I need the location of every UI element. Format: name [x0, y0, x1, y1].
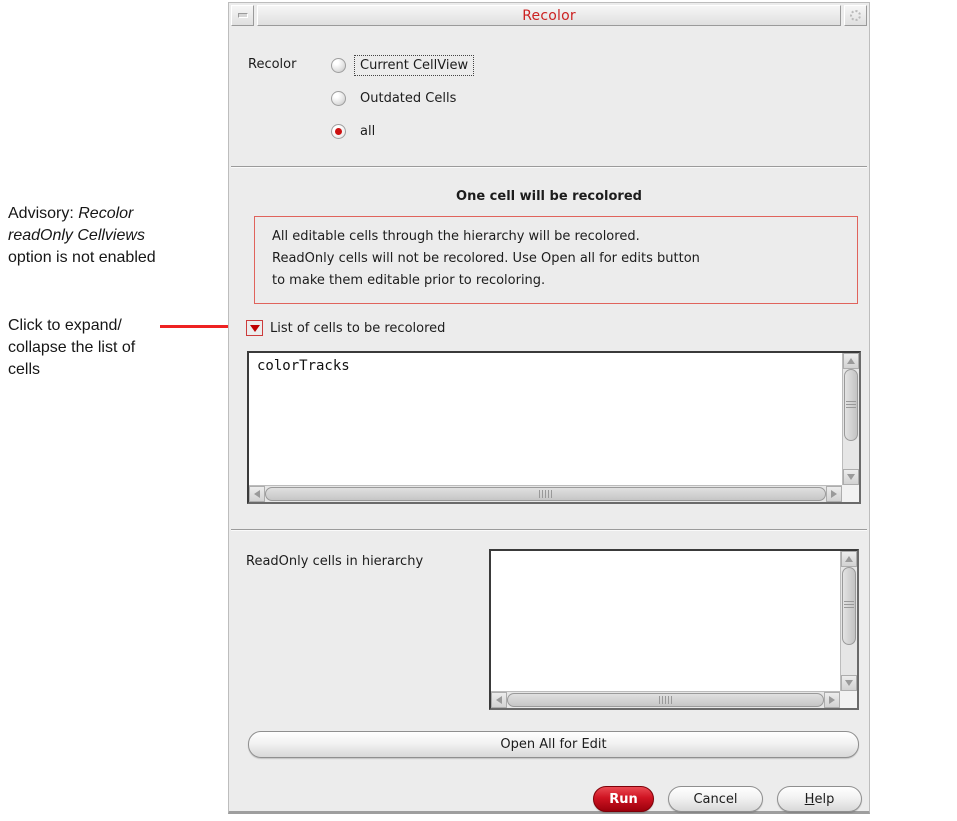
thumb-grip-icon: [846, 401, 856, 410]
radio-row-current-cellview[interactable]: [331, 53, 473, 77]
summary-text: One cell will be recolored: [456, 189, 642, 204]
titlebar[interactable]: [229, 3, 869, 27]
open-all-label: Open All for Edit: [500, 737, 607, 752]
cells-list-content[interactable]: [249, 353, 842, 485]
warning-line: to make them editable prior to recoloring.: [272, 273, 546, 288]
annotation-arrow-line: [160, 325, 236, 328]
recolor-dialog: [228, 2, 870, 814]
recolor-group-label: Recolor: [248, 57, 297, 72]
separator: [231, 529, 867, 531]
scroll-right-button[interactable]: [826, 486, 842, 502]
radio-row-outdated-cells[interactable]: [331, 86, 473, 110]
warning-line: All editable cells through the hierarchy will be recolored.: [272, 229, 640, 244]
red-triangle-down-icon: [250, 325, 260, 332]
horizontal-scroll-track[interactable]: [507, 692, 824, 708]
help-label: elp: [814, 791, 835, 807]
open-all-for-edit-button[interactable]: [248, 731, 859, 758]
arrow-right-icon: [831, 490, 837, 498]
window-corner-button[interactable]: [844, 5, 867, 26]
arrow-left-icon: [254, 490, 260, 498]
advisory-annotation: [8, 203, 198, 269]
expander-note-line: Click to expand/: [8, 317, 122, 334]
window-title: Recolor: [522, 7, 576, 24]
vertical-scroll-track[interactable]: [843, 369, 859, 469]
thumb-grip-icon: [844, 601, 854, 610]
warning-box: [254, 216, 858, 304]
readonly-cells-label: ReadOnly cells in hierarchy: [246, 554, 424, 569]
scroll-up-button[interactable]: [843, 353, 859, 369]
arrow-right-icon: [829, 696, 835, 704]
expand-collapse-button[interactable]: [246, 320, 263, 336]
recolor-option-group: [248, 53, 473, 152]
titlebar-drag-area[interactable]: [257, 5, 841, 26]
radio-outdated-cells[interactable]: [331, 91, 346, 106]
radio-label-outdated-cells[interactable]: Outdated Cells: [360, 90, 457, 106]
scroll-down-button[interactable]: [843, 469, 859, 485]
expander-note-line: cells: [8, 361, 41, 378]
window-menu-dash-icon: [238, 13, 248, 18]
radio-row-all[interactable]: [331, 119, 473, 143]
horizontal-scrollbar[interactable]: [491, 691, 840, 708]
scroll-right-button[interactable]: [824, 692, 840, 708]
arrow-down-icon: [845, 680, 853, 686]
horizontal-scroll-thumb[interactable]: [265, 487, 826, 501]
arrow-down-icon: [847, 474, 855, 480]
dialog-action-row: [593, 786, 862, 812]
arrow-up-icon: [847, 358, 855, 364]
help-button[interactable]: [777, 786, 862, 812]
run-button[interactable]: [593, 786, 654, 812]
horizontal-scroll-track[interactable]: [265, 486, 826, 502]
expander-note-line: collapse the list of: [8, 339, 136, 356]
thumb-grip-icon: [659, 696, 672, 704]
radio-current-cellview[interactable]: [331, 58, 346, 73]
vertical-scroll-track[interactable]: [841, 567, 857, 675]
horizontal-scrollbar[interactable]: [249, 485, 842, 502]
window-menu-button[interactable]: [231, 5, 254, 26]
dotted-circle-icon: [850, 10, 861, 21]
warning-line: ReadOnly cells will not be recolored. Use Open all for edits button: [272, 251, 700, 266]
cells-expander-label: List of cells to be recolored: [270, 320, 446, 336]
radio-label-current-cellview[interactable]: Current CellView: [355, 56, 473, 75]
cancel-button[interactable]: [668, 786, 763, 812]
readonly-list-content[interactable]: [491, 551, 840, 691]
scrollbar-corner: [842, 485, 859, 502]
advisory-text-normal-2: option is not enabled: [8, 249, 156, 266]
scroll-left-button[interactable]: [491, 692, 507, 708]
scrollbar-corner: [840, 691, 857, 708]
readonly-listbox[interactable]: [489, 549, 859, 710]
cells-expander-row: [246, 320, 445, 336]
advisory-text-italic: Recolor: [78, 205, 134, 222]
run-label: Run: [609, 791, 638, 807]
advisory-text-normal: Advisory:: [8, 205, 79, 222]
help-label-accelerator: H: [804, 791, 815, 807]
cancel-label: Cancel: [693, 791, 738, 807]
scroll-left-button[interactable]: [249, 486, 265, 502]
vertical-scroll-thumb[interactable]: [842, 567, 856, 645]
vertical-scrollbar[interactable]: [842, 353, 859, 485]
vertical-scrollbar[interactable]: [840, 551, 857, 691]
arrow-left-icon: [496, 696, 502, 704]
scroll-down-button[interactable]: [841, 675, 857, 691]
cells-listbox[interactable]: [247, 351, 861, 504]
radio-label-all[interactable]: all: [360, 123, 376, 139]
list-item[interactable]: colorTracks: [257, 358, 350, 374]
arrow-up-icon: [845, 556, 853, 562]
advisory-text-italic-2: readOnly Cellviews: [8, 227, 145, 244]
thumb-grip-icon: [539, 490, 552, 498]
vertical-scroll-thumb[interactable]: [844, 369, 858, 441]
recolor-radio-column: [331, 53, 473, 152]
separator: [231, 166, 867, 168]
scroll-up-button[interactable]: [841, 551, 857, 567]
radio-all[interactable]: [331, 124, 346, 139]
horizontal-scroll-thumb[interactable]: [507, 693, 824, 707]
